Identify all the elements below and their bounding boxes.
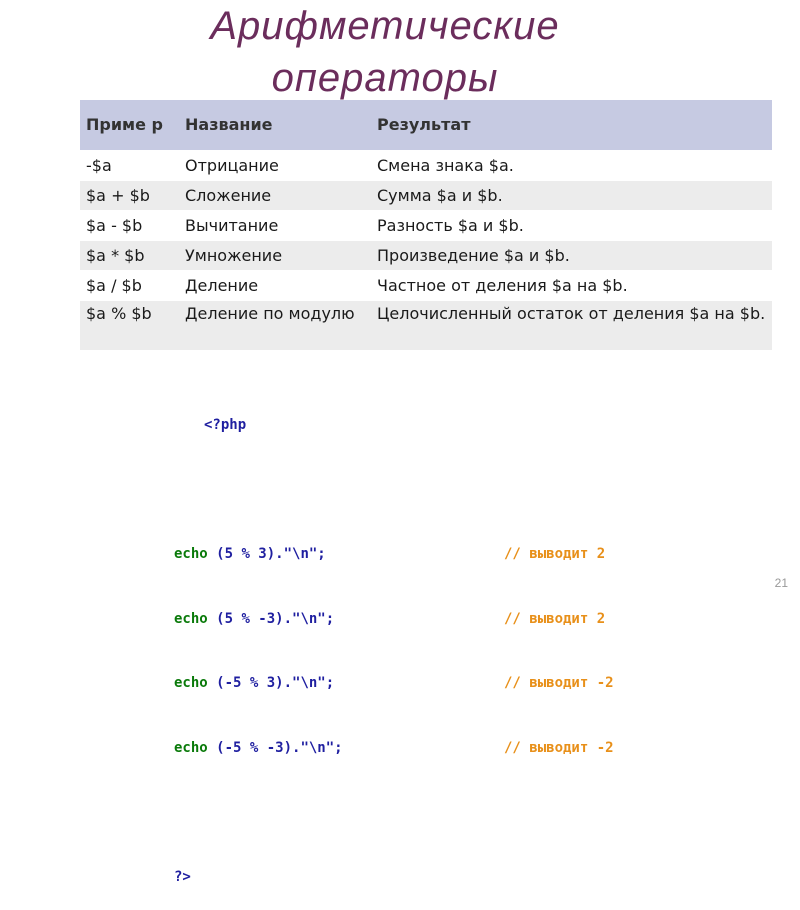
code-comment: // выводит 2 [504, 546, 606, 562]
code-line: echo (-5 % 3)."\n"; // выводит -2 [174, 673, 343, 695]
cell-example: $a * $b [80, 241, 179, 271]
cell-example: $a % $b [80, 301, 179, 351]
header-result: Результат [371, 100, 772, 151]
page-number: 21 [774, 576, 788, 590]
slide-title-line2: операторы [271, 56, 499, 100]
table-row [80, 181, 772, 211]
code-line: echo (5 % -3)."\n"; // выводит 2 [174, 609, 343, 631]
cell-name: Вычитание [179, 211, 371, 241]
php-close-tag: ?> [174, 868, 191, 885]
cell-name: Отрицание [179, 151, 371, 181]
slide-title-line1: Арифметические [210, 4, 560, 48]
table-row [80, 301, 772, 351]
cell-name: Сложение [179, 181, 371, 211]
cell-name: Деление [179, 271, 371, 301]
code-comment: // выводит 2 [504, 610, 606, 627]
cell-example: $a / $b [80, 271, 179, 301]
cell-result: Смена знака $a. [371, 151, 772, 181]
cell-result: Целочисленный остаток от деления $a на $b. [371, 301, 772, 351]
header-name: Название [179, 100, 371, 151]
cell-example: $a + $b [80, 181, 179, 211]
code-line: echo (5 % 3)."\n"; // выводит 2 [174, 544, 343, 566]
cell-result: Сумма $a и $b. [371, 181, 772, 211]
operators-table [80, 100, 772, 350]
cell-example: -$a [80, 151, 179, 181]
table-row [80, 211, 772, 241]
table-row [80, 271, 772, 301]
table-row [80, 241, 772, 271]
code-comment: // выводит -2 [504, 739, 614, 756]
code-comment: // выводит -2 [504, 675, 614, 691]
cell-result: Частное от деления $a на $b. [371, 271, 772, 301]
cell-name: Деление по модулю [179, 301, 371, 351]
cell-result: Разность $a и $b. [371, 211, 772, 241]
php-code-block [174, 372, 614, 910]
php-open-tag: <?php [204, 417, 247, 433]
cell-name: Умножение [179, 241, 371, 271]
table-header-row [80, 100, 772, 151]
slide-title [0, 0, 770, 104]
cell-result: Произведение $a и $b. [371, 241, 772, 271]
table-row [80, 151, 772, 181]
code-line: echo (-5 % -3)."\n"; // выводит -2 [174, 738, 343, 760]
cell-example: $a - $b [80, 211, 179, 241]
header-example: Приме р [80, 100, 179, 151]
